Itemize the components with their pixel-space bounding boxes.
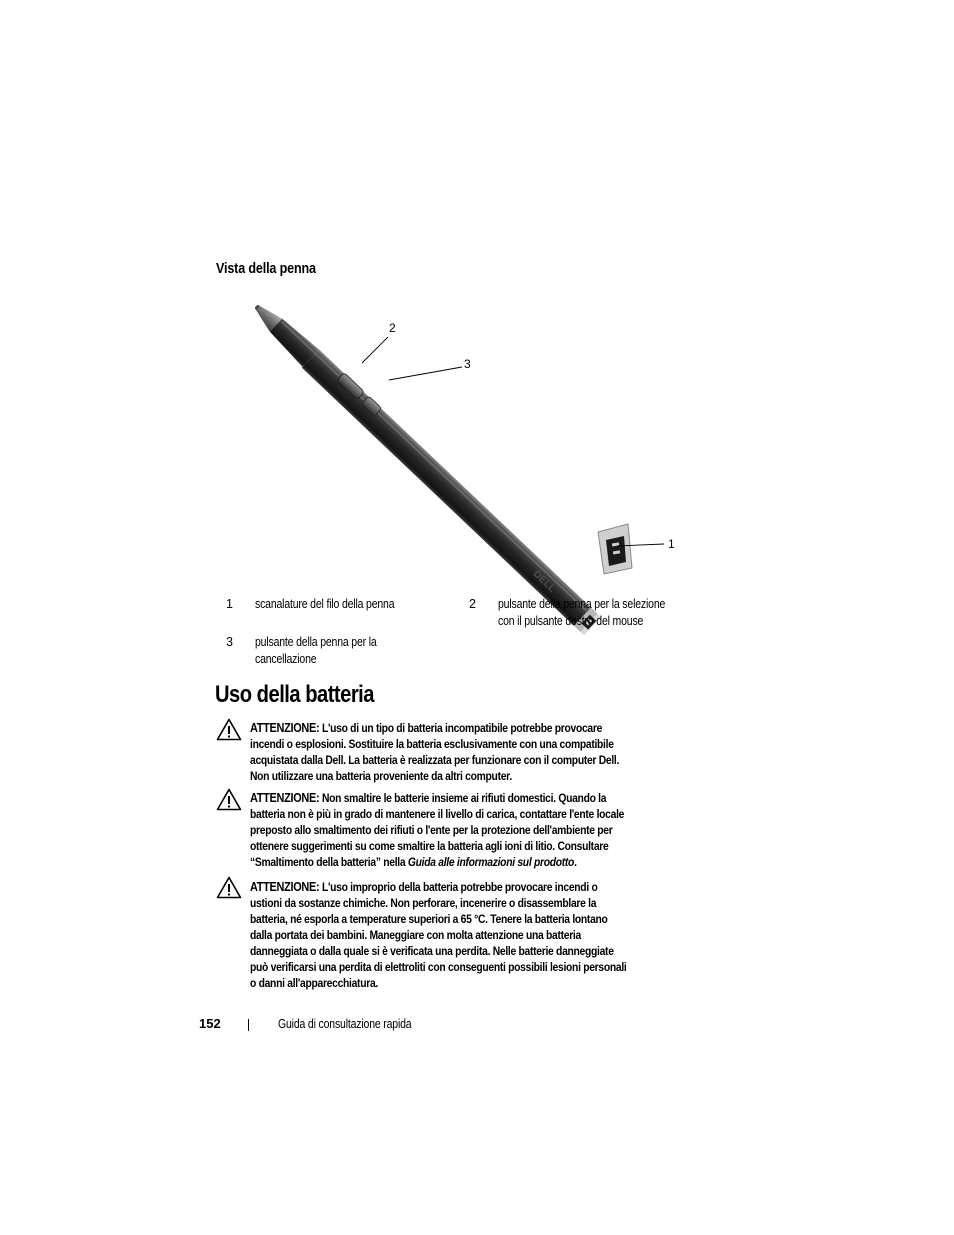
warning-label: ATTENZIONE:	[250, 790, 320, 805]
main-heading: Uso della batteria	[215, 681, 374, 708]
callout-line-2	[362, 337, 388, 363]
warning-line: L'uso di un tipo di batteria incompatibile potrebbe provocare	[321, 721, 603, 735]
warning-line: batteria, né esporla a temperature superiori a 65 °C. Tenere la batteria lontano	[250, 912, 608, 926]
warning-label: ATTENZIONE:	[250, 879, 320, 894]
warning-icon	[216, 876, 242, 899]
callout-line-3	[389, 367, 462, 380]
callout-1: 1	[668, 537, 675, 551]
legend-number: 2	[469, 597, 476, 611]
warning-tail: .	[574, 855, 577, 869]
footer-title: Guida di consultazione rapida	[278, 1017, 412, 1031]
warning-line: ottenere suggerimenti su come smaltire la batteria agli ioni di litio. Consultare	[250, 839, 609, 853]
warning-line: ustioni da sostanze chimiche. Non perforare, incenerire o disassemblare la	[250, 896, 597, 910]
section-heading: Vista della penna	[216, 260, 316, 277]
warning-line: preposto allo smaltimento dei rifiuti o l'ente per la protezione dell'ambiente per	[250, 823, 613, 837]
legend-text: scanalature del filo della penna	[255, 597, 395, 611]
warning-line: dalla portata dei bambini. Maneggiare con molta attenzione una batteria	[250, 928, 581, 942]
warning-icon	[216, 788, 242, 811]
warning-line: può verificarsi una perdita di elettroliti con conseguenti possibili lesioni personali	[250, 960, 627, 974]
warning-line: “Smaltimento della batteria” nella	[250, 855, 406, 869]
warning-line: Non utilizzare una batteria proveniente da altri computer.	[250, 769, 512, 783]
warning-line: batteria non è più in grado di mantenere il livello di carica, contattare l'ente locale	[250, 807, 625, 821]
footer-separator	[248, 1019, 249, 1031]
warning-line: danneggiata o dalla quale si è verificata una perdita. Nelle batterie danneggiate	[250, 944, 614, 958]
warning-label: ATTENZIONE:	[250, 720, 320, 735]
callout-2: 2	[389, 321, 396, 335]
pen-end-face	[598, 524, 632, 574]
warning-line: L'uso improprio della batteria potrebbe provocare incendi o	[321, 880, 598, 894]
warning-line: incendi o esplosioni. Sostituire la batteria esclusivamente con una compatibile	[250, 737, 614, 751]
warning-line: Non smaltire le batterie insieme ai rifiuti domestici. Quando la	[321, 791, 607, 805]
callout-3: 3	[464, 357, 471, 371]
legend-text: cancellazione	[255, 652, 317, 666]
legend-text: con il pulsante destro del mouse	[498, 614, 644, 628]
pen-illustration	[240, 296, 690, 595]
brand-mark: DELL	[530, 568, 558, 595]
legend-number: 3	[226, 635, 233, 649]
pen-body	[247, 297, 602, 635]
legend-number: 1	[226, 597, 233, 611]
warning-line: o danni all'apparecchiatura.	[250, 976, 378, 990]
document-reference: Guida alle informazioni sul prodotto	[407, 855, 575, 869]
warning-icon	[216, 718, 242, 741]
legend-text: pulsante della penna per la selezione	[498, 597, 666, 611]
legend-text: pulsante della penna per la	[255, 635, 377, 649]
warning-line: acquistata dalla Dell. La batteria è realizzata per funzionare con il computer Dell.	[250, 753, 620, 767]
page-number: 152	[199, 1016, 221, 1031]
